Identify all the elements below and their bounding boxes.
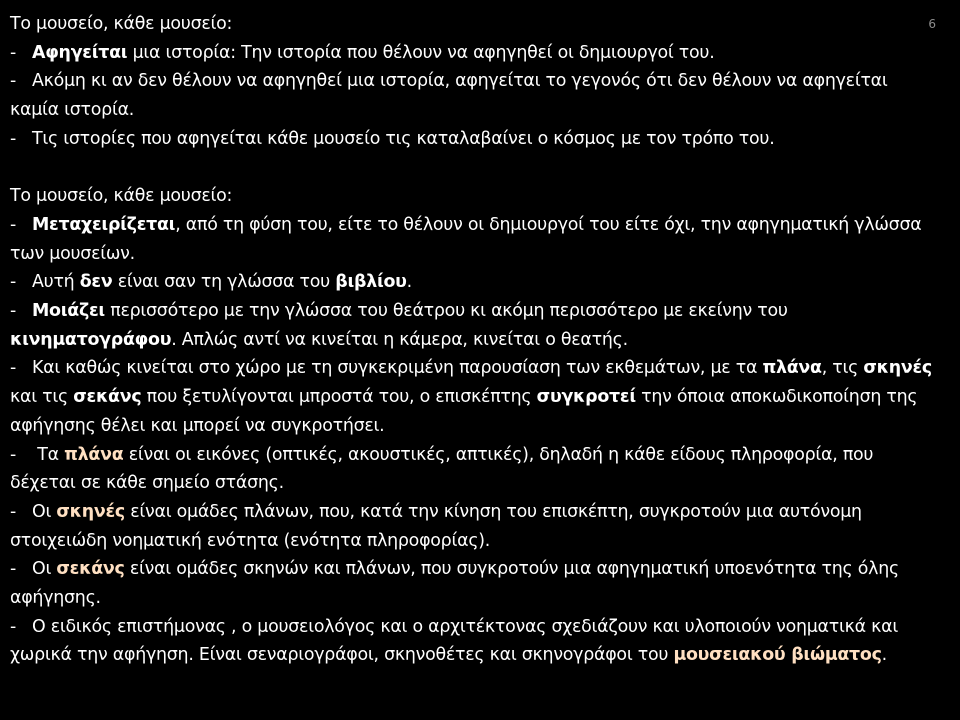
emphasis-text: μουσειακού βιώματος [673, 645, 882, 666]
bullet-text: , τις [821, 358, 864, 379]
bullet-dash: - [10, 358, 17, 379]
bullet-dash: - [10, 272, 17, 293]
bullet-dash: - [10, 444, 17, 465]
bullet-text: είναι σαν τη γλώσσα του [112, 272, 336, 293]
bullet-dash: - [10, 559, 17, 580]
bullet-text: Οι [32, 559, 57, 580]
bullet-text: Αυτή [32, 272, 80, 293]
bullet-text: είναι ομάδες σκηνών και πλάνων, που συγκροτούν μια αφηγηματική υποενότητα της όλης αφήγησης. [10, 559, 899, 609]
emphasis-text: δεν [79, 272, 113, 293]
emphasis-text: κινηματογράφου [10, 329, 172, 350]
bullet-item [10, 441, 935, 498]
bullet-item [10, 39, 935, 68]
bullet-text: την όποια αποκωδικοποίηση της αφήγησης θέλει και μπορεί να συγκροτήσει. [10, 387, 918, 436]
bullet-item [10, 125, 935, 154]
slide-content [10, 10, 935, 670]
emphasis-text: Μοιάζει [32, 301, 105, 322]
bullet-dash: - [10, 301, 17, 322]
emphasis-text: Μεταχειρίζεται [32, 214, 176, 235]
section-2-bullets [10, 211, 935, 670]
section-spacer [10, 154, 935, 183]
emphasis-text: πλάνα [762, 358, 822, 379]
section-2-heading: Το μουσείο, κάθε μουσείο: [10, 186, 233, 207]
bullet-text: . Απλώς αντί να κινείται η κάμερα, κινείται ο θεατής. [171, 329, 628, 350]
bullet-item [10, 297, 935, 354]
emphasis-text: βιβλίου [335, 272, 407, 293]
bullet-dash: - [10, 501, 17, 522]
emphasis-text: πλάνα [64, 444, 124, 465]
bullet-text: Οι [32, 501, 57, 522]
bullet-item [10, 555, 935, 612]
bullet-text: μια ιστορία: Την ιστορία που θέλουν να αφηγηθεί οι δημιουργοί του. [127, 42, 715, 63]
bullet-dash: - [10, 214, 17, 235]
emphasis-text: συγκροτεί [536, 387, 636, 408]
emphasis-text: σεκάνς [56, 559, 125, 580]
bullet-text: . [406, 272, 412, 293]
bullet-item [10, 211, 935, 268]
bullet-item [10, 354, 935, 440]
bullet-dash: - [10, 616, 17, 637]
emphasis-text: Αφηγείται [32, 42, 128, 63]
emphasis-text: σεκάνς [73, 387, 142, 408]
bullet-text: . [881, 645, 887, 666]
bullet-text: Και καθώς κινείται στο χώρο με τη συγκεκριμένη παρουσίαση των εκθεμάτων, με τα [32, 358, 763, 379]
emphasis-text: σκηνές [863, 358, 932, 379]
page-number: 6 [928, 17, 936, 31]
bullet-dash: - [10, 71, 17, 92]
bullet-item [10, 268, 935, 297]
emphasis-text: σκηνές [56, 501, 125, 522]
bullet-text: Ο ειδικός επιστήμονας , ο μουσειολόγος και ο αρχιτέκτονας σχεδιάζουν και υλοποιούν νοηματικά και χωρικά την αφήγηση. Είναι σεναριογράφοι, σκηνοθέτες και σκηνογράφοι του [10, 616, 898, 666]
bullet-dash: - [10, 42, 17, 63]
bullet-text: είναι οι εικόνες (οπτικές, ακουστικές, απτικές), δηλαδή η κάθε είδους πληροφορία, που δέχεται σε κάθε σημείο στάσης. [10, 444, 874, 494]
bullet-text: Τα [32, 444, 65, 465]
bullet-text: , από τη φύση του, είτε το θέλουν οι δημιουργοί του είτε όχι, την αφηγηματική γλώσσα των μουσείων. [10, 214, 922, 264]
bullet-text: είναι ομάδες πλάνων, που, κατά την κίνηση του επισκέπτη, συγκροτούν μια αυτόνομη στοιχειώδη νοηματική ενότητα (ενότητα πληροφορίας). [10, 501, 862, 551]
bullet-item [10, 498, 935, 555]
bullet-text: Τις ιστορίες που αφηγείται κάθε μουσείο τις καταλαβαίνει ο κόσμος με τον τρόπο του. [32, 128, 775, 149]
bullet-text: και τις [10, 387, 74, 408]
bullet-item [10, 67, 935, 124]
bullet-text: που ξετυλίγονται μπροστά του, ο επισκέπτης [141, 387, 537, 408]
bullet-dash: - [10, 128, 17, 149]
bullet-item [10, 613, 935, 670]
bullet-text: περισσότερο με την γλώσσα του θεάτρου κι ακόμη περισσότερο με εκείνην του [104, 301, 788, 322]
bullet-text: Ακόμη κι αν δεν θέλουν να αφηγηθεί μια ιστορία, αφηγείται το γεγονός ότι δεν θέλουν να αφηγείται καμία ιστορία. [10, 71, 888, 121]
section-1-bullets [10, 39, 935, 154]
section-1-heading: Το μουσείο, κάθε μουσείο: [10, 14, 233, 34]
